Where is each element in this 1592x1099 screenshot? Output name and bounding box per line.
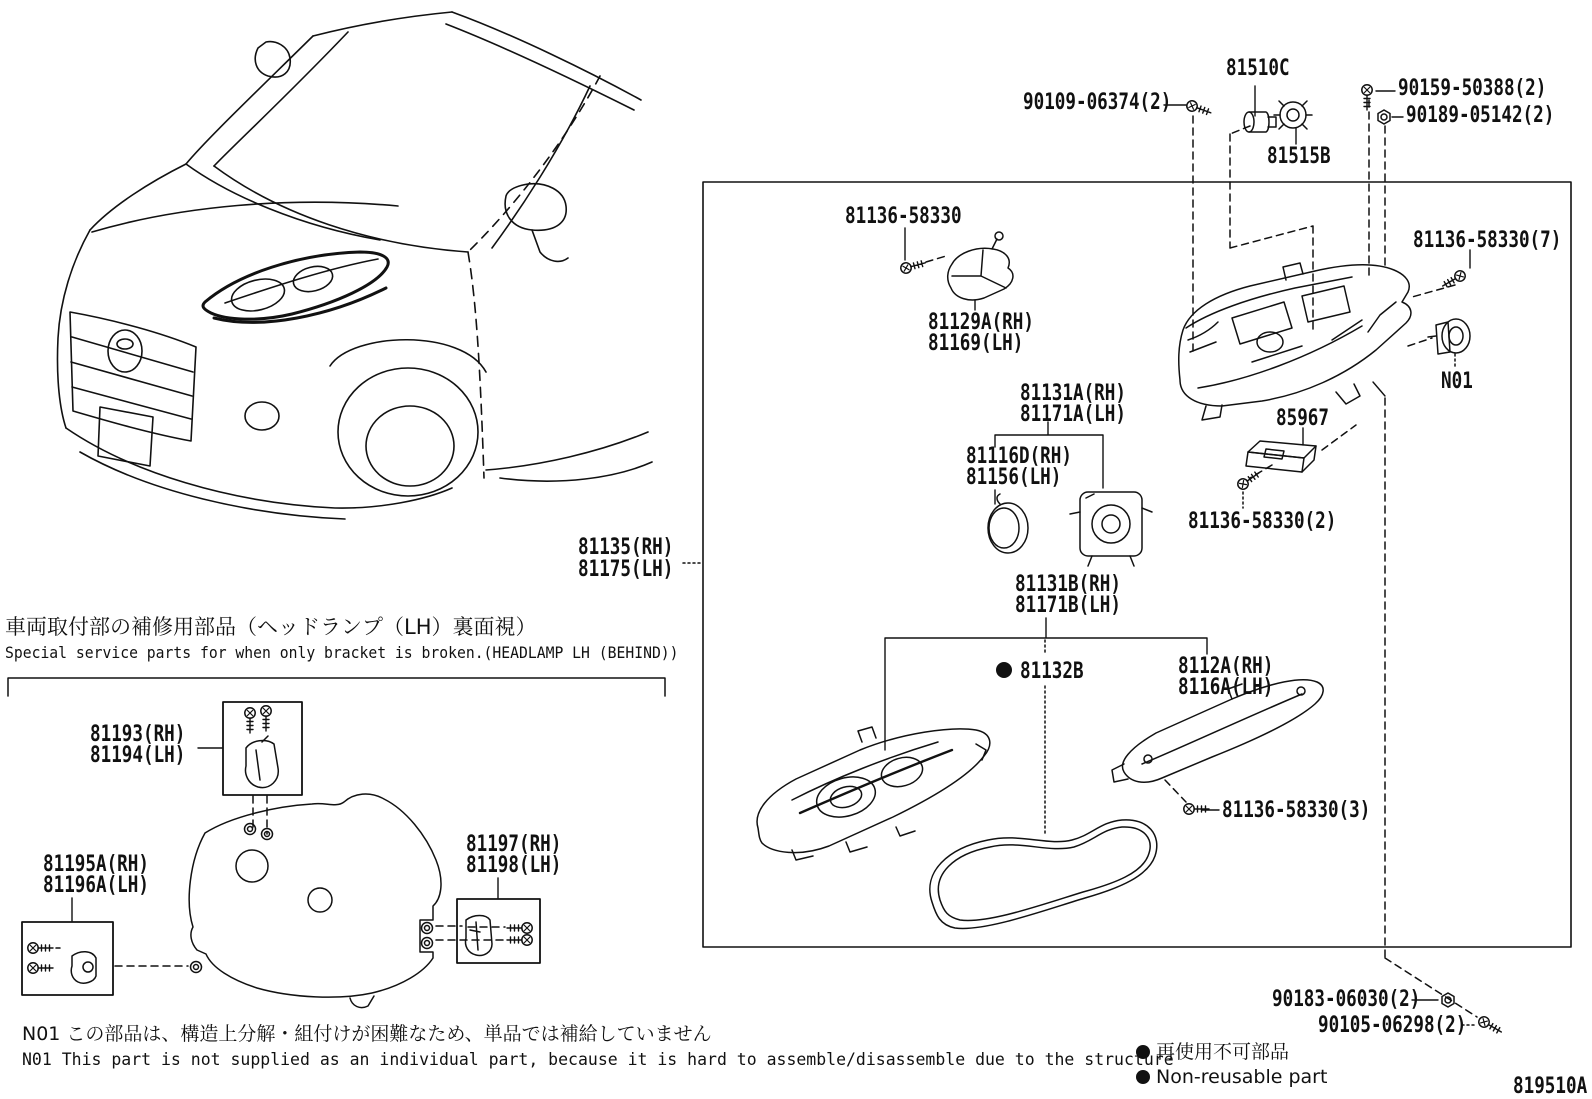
assembly-lines-dashed [115, 100, 1477, 1017]
socket-81515b [1274, 101, 1312, 129]
headlamp-body-rear-lh [189, 794, 441, 1008]
part-label-81135-rh: 81135(RH) [578, 535, 674, 560]
headlamp-housing-rear [1179, 263, 1411, 420]
part-label-90109-06374: 90109-06374(2) [1023, 90, 1172, 115]
screw-90109 [1185, 99, 1212, 117]
bolt-90105 [1477, 1015, 1504, 1037]
retainer-81129a [948, 232, 1013, 300]
legend-non-reusable-en: Non-reusable part [1156, 1066, 1328, 1088]
part-label-8116a-lh: 8116A(LH) [1178, 675, 1274, 700]
side-mirror [505, 184, 566, 231]
part-label-81194-lh: 81194(LH) [90, 743, 186, 768]
part-label-81196a-lh: 81196A(LH) [43, 873, 149, 898]
service-box-81195a [22, 922, 113, 995]
nut-90189 [1378, 110, 1390, 124]
part-label-90189-05142: 90189-05142(2) [1406, 103, 1555, 128]
part-label-81515b: 81515B [1267, 144, 1331, 169]
part-label-81171a-lh: 81171A(LH) [1020, 402, 1126, 427]
screw-90159 [1362, 85, 1372, 110]
service-box-81197 [457, 899, 540, 963]
reference-leaders-dotted [683, 354, 1474, 1025]
service-section-bracket [8, 678, 665, 696]
part-label-81156-lh: 81156(LH) [966, 465, 1062, 490]
n01-note-en: N01 This part is not supplied as an individual part, because it is hard to assemble/disassemble due to the structure [22, 1050, 1174, 1070]
frame-81131a [1070, 492, 1152, 566]
legend-non-reusable-jp: 再使用不可部品 [1156, 1041, 1290, 1063]
legend-dot-en [1136, 1070, 1150, 1084]
screw-81136-3 [1184, 804, 1209, 814]
part-label-81131b-rh: 81131B(RH) [1015, 572, 1121, 597]
part-label-81197-rh: 81197(RH) [466, 832, 562, 857]
part-label-81198-lh: 81198(LH) [466, 853, 562, 878]
figure-code: 819510A [1513, 1074, 1588, 1099]
non-reusable-dot-81132b [996, 662, 1012, 678]
part-label-81175-lh: 81175(LH) [578, 557, 674, 582]
part-label-81136-58330-3: 81136-58330(3) [1222, 798, 1371, 823]
part-label-90159-50388: 90159-50388(2) [1398, 76, 1547, 101]
screw-81136-2 [1236, 468, 1263, 491]
service-note-jp: 車両取付部の補修用部品（ヘッドランプ（LH）裏面視） [5, 615, 537, 639]
ecu-85967 [1246, 441, 1316, 472]
part-label-8112a-rh: 8112A(RH) [1178, 654, 1274, 679]
car-illustration [57, 12, 652, 519]
screw-81136-top [900, 258, 927, 275]
part-label-81195a-rh: 81195A(RH) [43, 852, 149, 877]
part-label-81136-58330-2: 81136-58330(2) [1188, 509, 1337, 534]
part-label-81136-58330: 81136-58330 [845, 204, 962, 229]
ring-81116d [988, 494, 1028, 553]
part-label-90183-06030: 90183-06030(2) [1272, 987, 1421, 1012]
toyota-emblem [108, 330, 142, 372]
nut-90183 [1442, 993, 1454, 1007]
part-label-90105-06298: 90105-06298(2) [1318, 1013, 1467, 1038]
part-label-81136-58330-7: 81136-58330(7) [1413, 228, 1562, 253]
screw-81136-7 [1440, 269, 1467, 291]
part-label-81116d-rh: 81116D(RH) [966, 444, 1072, 469]
headlamp-unit-front [757, 727, 990, 860]
part-label-81510c: 81510C [1226, 56, 1290, 81]
part-label-81193-rh: 81193(RH) [90, 722, 186, 747]
part-label-81129a-rh: 81129A(RH) [928, 310, 1034, 335]
part-label-81169-lh: 81169(LH) [928, 331, 1024, 356]
leader-lines-solid [72, 86, 1470, 1000]
part-label-81132b: 81132B [1020, 659, 1084, 684]
part-label-81171b-lh: 81171B(LH) [1015, 593, 1121, 618]
gasket-81132b [930, 820, 1157, 929]
part-label-85967: 85967 [1276, 406, 1329, 431]
actuator-n01 [1428, 319, 1470, 354]
part-label-81131a-rh: 81131A(RH) [1020, 381, 1126, 406]
parts-box-border [703, 182, 1571, 947]
service-box-81193 [223, 702, 302, 795]
n01-note-jp: N01 この部品は、構造上分解・組付けが困難なため、単品では補給していません [22, 1023, 712, 1045]
service-note-en: Special service parts for when only bracket is broken.(HEADLAMP LH (BEHIND)) [5, 643, 679, 662]
part-label-n01: N01 [1441, 369, 1473, 394]
bulb-81510c [1244, 112, 1276, 132]
